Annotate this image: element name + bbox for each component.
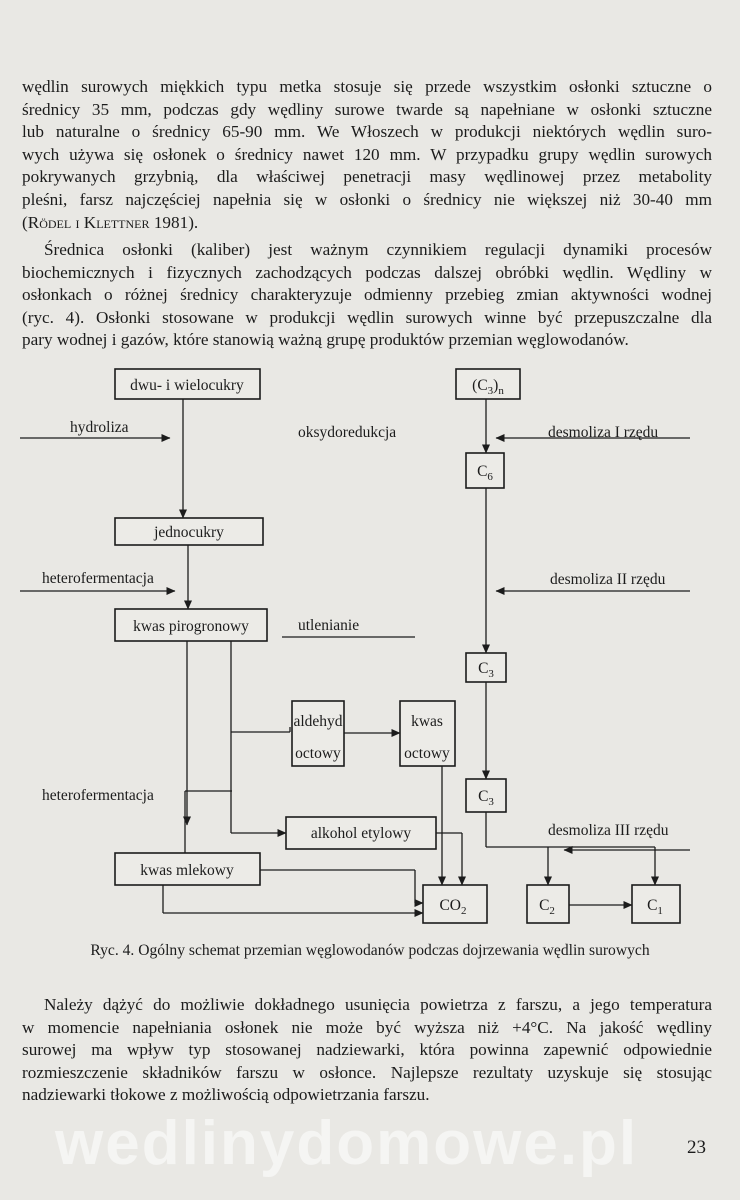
citation-open: (: [22, 212, 28, 232]
label-utlenianie: utlenianie: [298, 617, 360, 634]
box-label: $(C_3)_n$: [472, 377, 504, 397]
figure-caption: Ryc. 4. Ogólny schemat przemian węglowodanów podczas dojrzewania wędlin surowych: [90, 942, 650, 959]
text-line: pary wodnej i gazów, które stanowią ważną grupę produktów przemian węglowodanów.: [22, 330, 629, 350]
box-label: $C_3$: [478, 788, 494, 808]
label-desmoliza-3: desmoliza III rzędu: [548, 822, 669, 839]
watermark: wedlinydomowe.pl: [55, 1109, 639, 1178]
box-label-line1: kwas: [411, 713, 443, 730]
text-line: pokrywanych grzybnią, dla właściwej penetracji masy wędlinowej przez metabolity: [22, 167, 712, 187]
box-kwas-octowy: [400, 701, 455, 766]
text-line: wych używa się osłonek o średnicy nawet 120 mm. W przypadku grupy wędlin surowych: [22, 144, 712, 164]
box-dwu-wielocukry: [115, 369, 260, 399]
carbohydrate-transformation-diagram: [0, 355, 740, 940]
text-line: surowej ma wpływ typ stosowanej nadziewarki, która powinna zapewnić odpowiednie: [22, 1040, 712, 1060]
box-co2: [423, 885, 487, 923]
text-line: Średnica osłonki (kaliber) jest ważnym czynnikiem regulacji dynamiki procesów: [44, 240, 712, 259]
citation-line: [22, 212, 712, 235]
text-line: w momencie napełniania osłonek nie może być wyższa niż +4°C. Na jakość wędliny: [22, 1017, 712, 1037]
box-c6: [466, 453, 504, 488]
box-alkohol-etylowy: [286, 817, 436, 849]
text-line: lub naturalne o średnicy 65-90 mm. We Włoszech w produkcji niektórych wędlin suro-: [22, 122, 712, 142]
text-line: osłonkach o różnej średnicy charakteryzuje odmienny przebieg zmian aktywności wodnej: [22, 285, 712, 305]
box-kwas-pirogronowy: [115, 609, 267, 641]
box-c3-second: [466, 779, 506, 812]
paragraph-caliber: [22, 239, 712, 352]
label-heterofermentacja-1: heterofermentacja: [42, 570, 154, 587]
text-line: pleśni, farsz najczęściej napełnia się w osłonki o średnicy nie większej niż 30-40 mm: [22, 189, 712, 209]
box-label: kwas pirogronowy: [133, 618, 249, 635]
label-hydroliza: hydroliza: [70, 419, 129, 436]
box-label: $C_3$: [478, 660, 494, 680]
box-label-line1: aldehyd: [293, 713, 343, 730]
label-desmoliza-2: desmoliza II rzędu: [550, 571, 666, 588]
box-c3n: [456, 369, 520, 399]
box-kwas-mlekowy: [115, 853, 260, 885]
paragraph-casings-diameter: [22, 76, 712, 234]
text-line: średnicy 35 mm, podczas gdy wędliny surowe twarde są napełniane w osłonki sztuczne: [22, 99, 712, 119]
label-desmoliza-1: desmoliza I rzędu: [548, 424, 659, 441]
box-jednocukry: [115, 518, 263, 545]
box-label: kwas mlekowy: [140, 862, 234, 879]
box-c1: [632, 885, 680, 923]
citation-year: 1981).: [149, 212, 199, 232]
text-line: wędlin surowych miękkich typu metka stosuje się przede wszystkim osłonki sztuczne o: [22, 77, 712, 96]
box-label: jednocukry: [154, 524, 224, 541]
page-number: 23: [687, 1137, 706, 1158]
text-line: Należy dążyć do możliwie dokładnego usunięcia powietrza z farszu, a jego temperatura: [44, 995, 712, 1014]
text-line: nadziewarki tłokowe z możliwością odpowietrzania farszu.: [22, 1085, 430, 1105]
label-heterofermentacja-2: heterofermentacja: [42, 787, 154, 804]
box-label-line2: octowy: [295, 745, 341, 762]
box-label: $C_1$: [647, 897, 663, 917]
box-c3-first: [466, 653, 506, 682]
text-line: (ryc. 4). Osłonki stosowane w produkcji wędlin surowych winne być przepuszczalne dla: [22, 307, 712, 327]
text-line: biochemicznych i fizycznych zachodzących podczas dalszej obróbki wędlin. Wędliny w: [22, 262, 712, 282]
box-c2: [527, 885, 569, 923]
text-line: rozmieszczenie składników farszu w osłonce. Najlepsze rezultaty uzyskuje się stosując: [22, 1062, 712, 1082]
box-label: $C_6$: [477, 463, 493, 483]
box-label-line2: octowy: [404, 745, 450, 762]
box-label: $CO_2$: [439, 897, 467, 917]
paragraph-filling: [22, 994, 712, 1107]
box-aldehyd-octowy: [292, 701, 344, 766]
box-label: $C_2$: [539, 897, 555, 917]
box-label: dwu- i wielocukry: [130, 377, 244, 394]
label-oksydoredukcja: oksydoredukcja: [298, 424, 397, 441]
box-label: alkohol etylowy: [310, 825, 412, 842]
citation-authors: Rödel i Klettner: [27, 212, 150, 232]
